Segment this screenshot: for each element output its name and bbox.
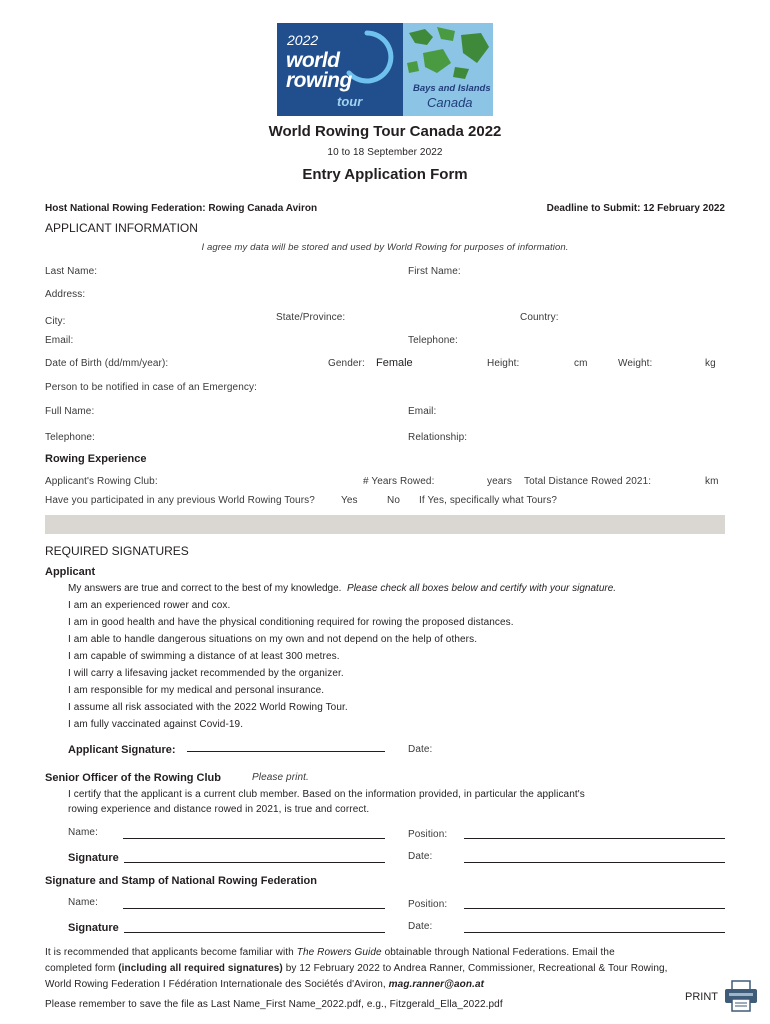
statement-checkbox[interactable] [52,719,62,729]
club-officer-date-label: Date: [408,851,433,862]
statement-checkbox[interactable] [52,668,62,678]
statement-text: I am an experienced rower and cox. [68,600,231,611]
gender-label: Gender: [328,358,365,369]
applicant-info-heading: APPLICANT INFORMATION [45,221,198,235]
form-title: Entry Application Form [302,166,468,183]
please-print-note: Please print. [252,772,309,783]
years-unit: years [487,476,512,487]
required-signatures-heading: REQUIRED SIGNATURES [45,544,189,558]
rowing-club-field[interactable] [164,472,354,488]
applicant-signature-line[interactable] [187,751,385,752]
height-field[interactable] [525,354,571,370]
previous-tours-no-label: No [387,495,400,506]
club-officer-name-label: Name: [68,827,98,838]
dob-field[interactable] [180,354,320,370]
statement-checkbox[interactable] [52,634,62,644]
applicant-signature-label: Applicant Signature: [68,744,176,756]
emergency-telephone-field[interactable] [100,428,392,444]
address-label: Address: [45,289,86,300]
federation-position-label: Position: [408,899,448,910]
previous-tours-no-checkbox[interactable] [374,495,384,505]
applicant-date-field[interactable] [436,740,725,756]
statement-text: I assume all risk associated with the 2022 World Rowing Tour. [68,702,348,713]
country-label: Country: [520,312,559,323]
club-officer-signature-label: Signature [68,852,119,864]
world-rowing-tour-logo [277,23,493,116]
years-rowed-label: # Years Rowed: [363,476,435,487]
city-field[interactable] [70,312,270,328]
country-field[interactable] [566,308,725,324]
emergency-full-name-label: Full Name: [45,406,95,417]
club-officer-signature-line[interactable] [124,862,385,863]
footer-line1-end: obtainable through National Federations. Email the [381,947,615,958]
emergency-full-name-field[interactable] [98,402,392,418]
statement-checkbox[interactable] [52,600,62,610]
contact-email-link[interactable]: mag.ranner@aon.at [388,979,485,990]
club-officer-name-field[interactable] [123,838,385,839]
city-label: City: [45,316,66,327]
deadline: Deadline to Submit: 12 February 2022 [546,203,725,214]
host-federation: Host National Rowing Federation: Rowing Canada Aviron [45,203,318,214]
footer-line2-end: by 12 February 2022 to Andrea Ranner, Commissioner, Recreational & Tour Rowing, [282,963,668,974]
statement-text: I am able to handle dangerous situations on my own and not depend on the help of others. [68,634,478,645]
emergency-telephone-label: Telephone: [45,432,95,443]
which-tours-field[interactable] [562,491,725,507]
footer-line-2 [45,963,668,974]
club-officer-date-field[interactable] [464,862,725,863]
weight-label: Weight: [618,358,653,369]
applicant-instruction: Please check all boxes below and certify with your signature. [347,583,617,594]
telephone-field[interactable] [463,331,725,347]
footer-line2-text: completed form [45,963,119,974]
last-name-field[interactable] [102,262,392,278]
statement-checkbox[interactable] [52,617,62,627]
event-title: World Rowing Tour Canada 2022 [268,123,502,140]
statement-text: I am in good health and have the physical conditioning required for rowing the proposed distances. [68,617,514,628]
event-dates: 10 to 18 September 2022 [327,147,443,158]
footer-save-note: Please remember to save the file as Last Name_First Name_2022.pdf, e.g., Fitzgerald_Ella_2022.pdf [45,999,503,1010]
email-field[interactable] [76,331,392,347]
federation-heading: Signature and Stamp of National Rowing Federation [45,875,317,887]
statement-text: I am capable of swimming a distance of at least 300 metres. [68,651,340,662]
logo-country: Canada [427,95,473,110]
print-label[interactable]: PRINT [685,991,718,1003]
club-certification-line2: rowing experience and distance rowed in 2021, is true and correct. [68,804,370,815]
statement-checkbox[interactable] [52,702,62,712]
printer-icon[interactable] [723,980,759,1012]
statement-checkbox[interactable] [52,685,62,695]
height-label: Height: [487,358,520,369]
applicant-intro-text: My answers are true and correct to the best of my knowledge. [68,583,342,594]
relationship-label: Relationship: [408,432,468,443]
emergency-email-field[interactable] [440,402,725,418]
email-label: Email: [45,335,74,346]
footer-line3-text: World Rowing Federation I Fédération Internationale des Sociétés d'Aviron, [45,979,389,990]
consent-note: I agree my data will be stored and used by World Rowing for purposes of information. [201,242,569,253]
federation-name-label: Name: [68,897,98,908]
club-certification-line1: I certify that the applicant is a current club member. Based on the information provided, in particular the applicant's [68,789,585,800]
club-officer-position-label: Position: [408,829,448,840]
club-officer-position-field[interactable] [464,838,725,839]
which-tours-textarea[interactable] [45,515,725,534]
relationship-field[interactable] [472,428,725,444]
applicant-heading: Applicant [45,566,96,578]
years-rowed-field[interactable] [440,472,484,488]
federation-position-field[interactable] [464,908,725,909]
previous-tours-yes-checkbox[interactable] [329,495,339,505]
footer-required-note: (including all required signatures) [118,963,283,974]
emergency-label: Person to be notified in case of an Emergency: [45,382,257,393]
telephone-label: Telephone: [408,335,458,346]
federation-signature-label: Signature [68,922,119,934]
previous-tours-yes-label: Yes [341,495,358,506]
federation-signature-line[interactable] [124,932,385,933]
gender-select[interactable]: Female [376,357,413,369]
address-field[interactable] [92,285,725,301]
last-name-label: Last Name: [45,266,98,277]
which-tours-label: If Yes, specifically what Tours? [419,495,558,506]
height-unit: cm [574,358,588,369]
footer-line1-text: It is recommended that applicants become familiar with [45,947,297,958]
footer-line-1 [45,947,615,958]
logo-tour: tour [337,94,363,109]
logo-year: 2022 [287,32,319,48]
first-name-field[interactable] [466,262,725,278]
rowing-experience-heading: Rowing Experience [45,453,147,465]
rowing-club-label: Applicant's Rowing Club: [45,476,158,487]
federation-date-label: Date: [408,921,433,932]
federation-name-field[interactable] [123,908,385,909]
weight-field[interactable] [658,354,702,370]
club-officer-heading: Senior Officer of the Rowing Club [45,772,221,784]
logo-world: world [286,49,340,72]
statement-text: I am responsible for my medical and personal insurance. [68,685,325,696]
weight-unit: kg [705,358,716,369]
footer-line-3 [45,979,484,990]
total-distance-label: Total Distance Rowed 2021: [524,476,652,487]
federation-date-field[interactable] [464,932,725,933]
state-field[interactable] [352,308,512,324]
statement-text: I am fully vaccinated against Covid-19. [68,719,244,730]
applicant-intro [68,583,616,594]
statement-text: I will carry a lifesaving jacket recommended by the organizer. [68,668,344,679]
first-name-label: First Name: [408,266,461,277]
applicant-date-label: Date: [408,744,433,755]
state-label: State/Province: [276,312,346,323]
total-distance-field[interactable] [658,472,702,488]
logo-rowing: rowing [286,69,352,92]
logo-region: Bays and Islands [413,83,491,94]
emergency-email-label: Email: [408,406,437,417]
rowers-guide-title: The Rowers Guide [296,947,382,958]
previous-tours-question: Have you participated in any previous World Rowing Tours? [45,495,315,506]
statement-checkbox[interactable] [52,651,62,661]
dob-label: Date of Birth (dd/mm/year): [45,358,169,369]
distance-unit: km [705,476,719,487]
